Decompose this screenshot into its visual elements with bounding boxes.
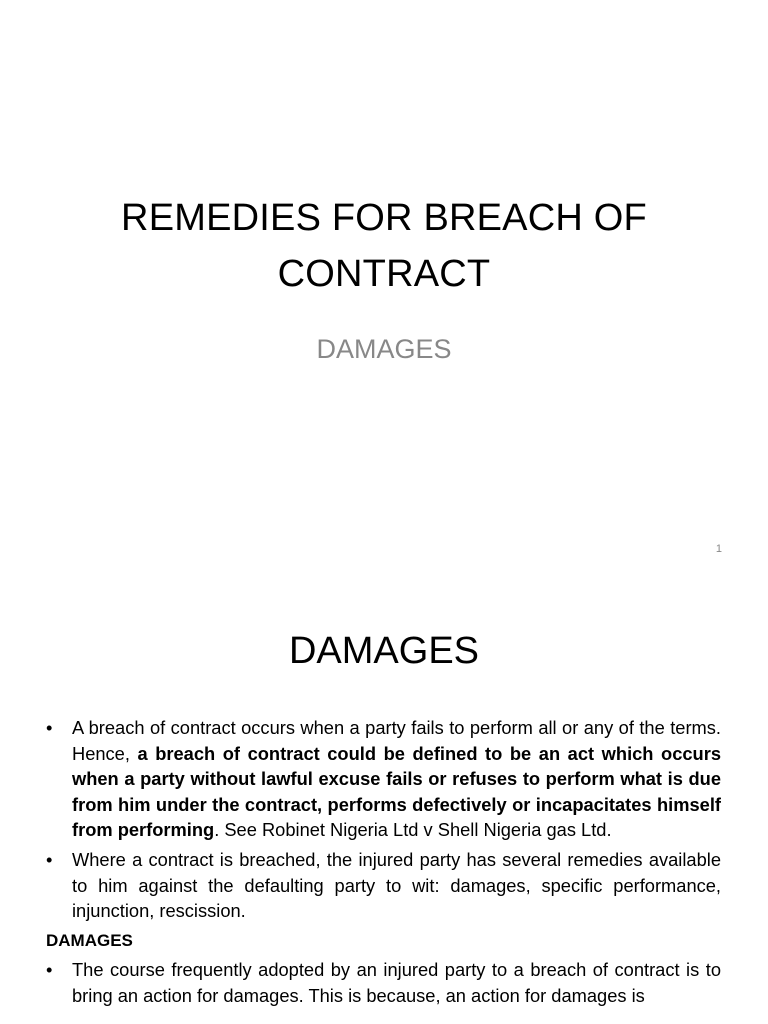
- slide-1-subtitle: DAMAGES: [316, 334, 452, 364]
- bullet-item: [46, 847, 721, 924]
- page-number: 1: [715, 543, 722, 555]
- slide-2-content: [46, 715, 721, 1013]
- bullet-text: A breach of contract occurs when a party fails to perform all or any of the terms. Hence,: [72, 717, 721, 764]
- slide-1-title: REMEDIES FOR BREACH OF CONTRACT: [121, 197, 647, 295]
- bullet-text: The course frequently adopted by an injured party to a breach of contract is to bring an action for damages. This is because, an action for damages is: [72, 959, 721, 1006]
- bullet-icon: •: [46, 959, 53, 981]
- section-heading: DAMAGES: [46, 930, 133, 950]
- slide-2: [0, 576, 768, 1024]
- bullet-item: [46, 715, 721, 843]
- bullet-icon: •: [46, 848, 53, 870]
- bullet-text: Where a contract is breached, the injured party has several remedies available to him against the defaulting party to wit: damages, specific performance, injunction, rescission.: [72, 848, 721, 922]
- bullet-text-end: . See Robinet Nigeria Ltd v Shell Nigeria gas Ltd.: [214, 819, 612, 841]
- bullet-icon: •: [46, 717, 53, 738]
- bullet-bold-text: a breach of contract could be defined to be an act which occurs when a party without lawful excuse fails or refuses to perform what is due from him under the contract, performs defectively or incapacitates himself from performing: [72, 742, 721, 841]
- bullet-item: [46, 957, 721, 1008]
- slide-2-title: DAMAGES: [288, 630, 480, 672]
